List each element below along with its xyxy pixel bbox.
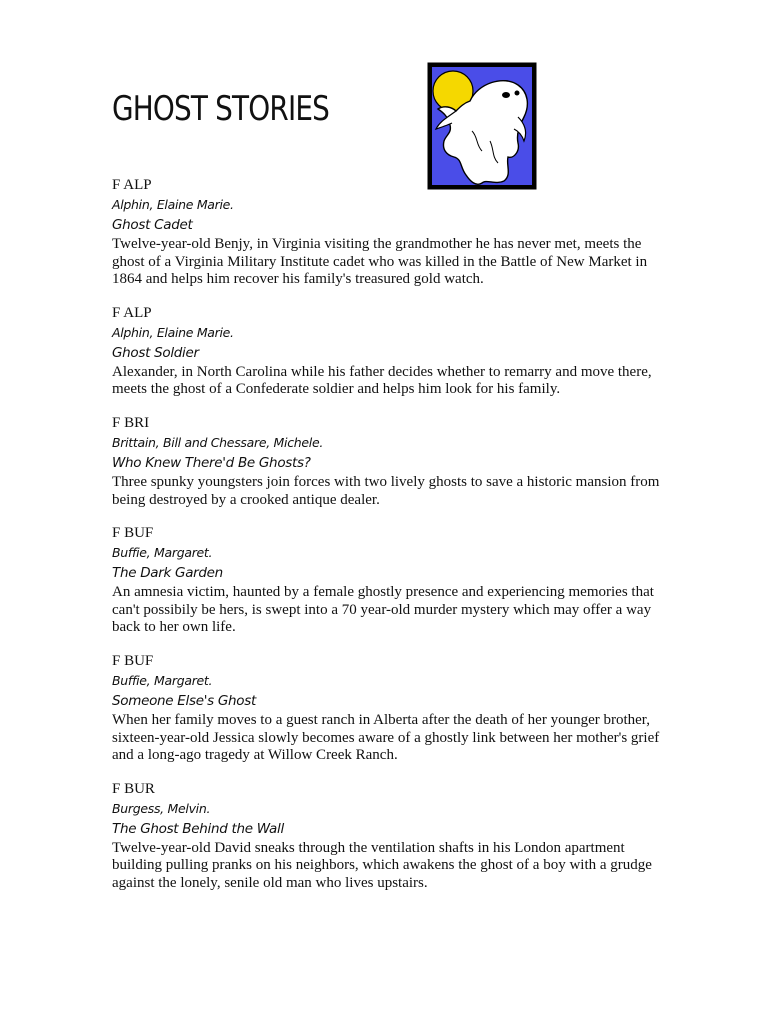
call-number: F ALP [112, 177, 152, 193]
book-entry [112, 414, 672, 509]
book-author: Buffie, Margaret. [112, 545, 213, 561]
book-summary: Twelve-year-old David sneaks through the ventilation shafts in his London apartment building pulling pranks on his neighbors, which awakens the ghost of a boy with a grudge against the lonely, senile old man who lives upstairs. [112, 839, 652, 891]
book-title: Ghost Soldier [112, 344, 199, 361]
book-author: Alphin, Elaine Marie. [112, 324, 234, 340]
book-entry [112, 524, 672, 637]
book-title: Who Knew There'd Be Ghosts? [112, 454, 311, 471]
call-number: F BRI [112, 414, 150, 431]
call-number: F BUF [112, 525, 154, 542]
book-entry [112, 304, 672, 399]
ghost-with-moon-icon [426, 61, 538, 191]
book-title: Someone Else's Ghost [112, 692, 256, 709]
book-author: Burgess, Melvin. [112, 800, 211, 816]
book-summary: Three spunky youngsters join forces with two lively ghosts to save a historic mansion from being destroyed by a crooked antique dealer. [112, 473, 660, 508]
book-summary: An amnesia victim, haunted by a female ghostly presence and experiencing memories that can't possibily be hers, is swept into a 70 year-old murder mystery which may offer a way back to her own life. [112, 584, 654, 636]
book-author: Buffie, Margaret. [112, 672, 213, 688]
book-entry [112, 652, 672, 765]
book-title: The Ghost Behind the Wall [112, 820, 284, 837]
book-summary: Twelve-year-old Benjy, in Virginia visiting the grandmother he has never met, meets the ghost of a Virginia Military Institute cadet who was killed in the Battle of New Market in 1864 and helps him recover his family's treasured gold watch. [112, 236, 648, 288]
book-list [112, 176, 672, 908]
book-summary: When her family moves to a guest ranch in Alberta after the death of her younger brother, sixteen-year-old Jessica slowly becomes aware of a ghostly link between her mother's grief and a long-ago tragedy at Willow Creek Ranch. [112, 711, 660, 764]
book-author: Alphin, Elaine Marie. [112, 197, 234, 212]
call-number: F BUR [112, 780, 155, 797]
book-author: Brittain, Bill and Chessare, Michele. [112, 434, 324, 450]
book-title: Ghost Cadet [112, 217, 193, 233]
book-entry [112, 780, 672, 893]
call-number: F BUF [112, 652, 154, 669]
call-number: F ALP [112, 304, 152, 321]
book-summary: Alexander, in North Carolina while his father decides whether to remarry and move there, meets the ghost of a Confederate soldier and helps him look for his family. [112, 363, 652, 398]
book-entry [112, 176, 672, 289]
book-title: The Dark Garden [112, 565, 223, 582]
page-title: GHOST STORIES [112, 89, 330, 129]
